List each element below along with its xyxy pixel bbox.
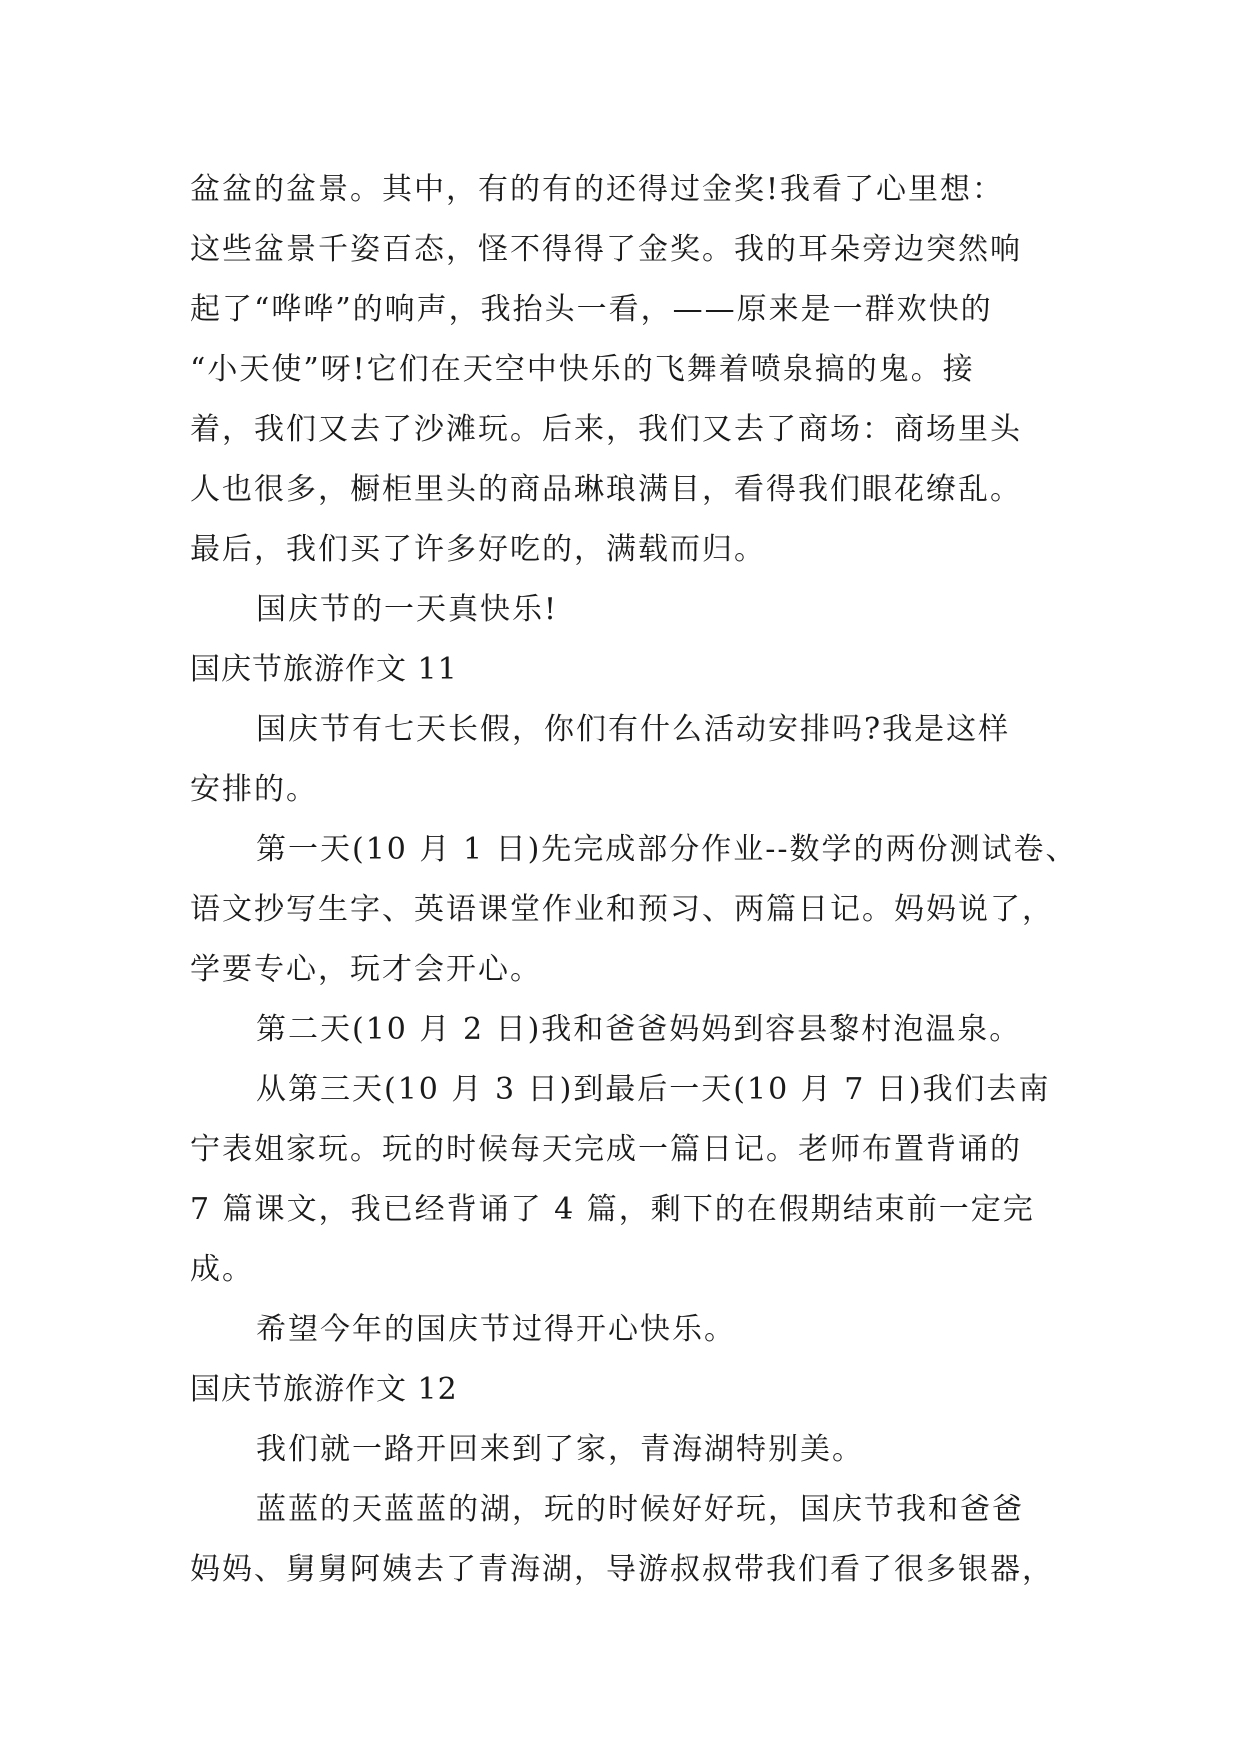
text-line: 从第三天(10 月 3 日)到最后一天(10 月 7 日)我们去南 (256, 1072, 1051, 1107)
text-line: 国庆节的一天真快乐! (256, 592, 559, 627)
section-heading: 国庆节旅游作文 11 (190, 652, 458, 687)
text-line: 蓝蓝的天蓝蓝的湖，玩的时候好好玩，国庆节我和爸爸 (256, 1492, 1024, 1527)
section-heading: 国庆节旅游作文 12 (190, 1372, 458, 1407)
text-line: 宁表姐家玩。玩的时候每天完成一篇日记。老师布置背诵的 (190, 1132, 1022, 1167)
text-line: 妈妈、舅舅阿姨去了青海湖，导游叔叔带我们看了很多银器， (190, 1552, 1054, 1587)
text-line: 起了“哗哗”的响声，我抬头一看，——原来是一群欢快的 (190, 292, 993, 327)
text-line: 盆盆的盆景。其中，有的有的还得过金奖!我看了心里想： (190, 172, 1005, 207)
text-line: 人也很多，橱柜里头的商品琳琅满目，看得我们眼花缭乱。 (190, 472, 1022, 507)
text-line: 国庆节有七天长假，你们有什么活动安排吗?我是这样 (256, 712, 1011, 747)
text-line: 第一天(10 月 1 日)先完成部分作业--数学的两份测试卷、 (256, 832, 1078, 867)
text-line: 我们就一路开回来到了家，青海湖特别美。 (256, 1432, 864, 1467)
text-line: 成。 (190, 1252, 254, 1287)
text-line: 7 篇课文，我已经背诵了 4 篇，剩下的在假期结束前一定完 (190, 1192, 1035, 1227)
text-line: 这些盆景千姿百态，怪不得得了金奖。我的耳朵旁边突然响 (190, 232, 1022, 267)
text-line: 最后，我们买了许多好吃的，满载而归。 (190, 532, 766, 567)
text-line: 第二天(10 月 2 日)我和爸爸妈妈到容县黎村泡温泉。 (256, 1012, 1022, 1047)
text-line: 语文抄写生字、英语课堂作业和预习、两篇日记。妈妈说了， (190, 892, 1054, 927)
text-line: 希望今年的国庆节过得开心快乐。 (256, 1312, 736, 1347)
document-body (190, 160, 1078, 1600)
text-line: “小天使”呀!它们在天空中快乐的飞舞着喷泉搞的鬼。接 (190, 352, 975, 387)
text-line: 学要专心，玩才会开心。 (190, 952, 542, 987)
text-line: 安排的。 (190, 772, 318, 807)
text-line: 着，我们又去了沙滩玩。后来，我们又去了商场：商场里头 (190, 412, 1022, 447)
